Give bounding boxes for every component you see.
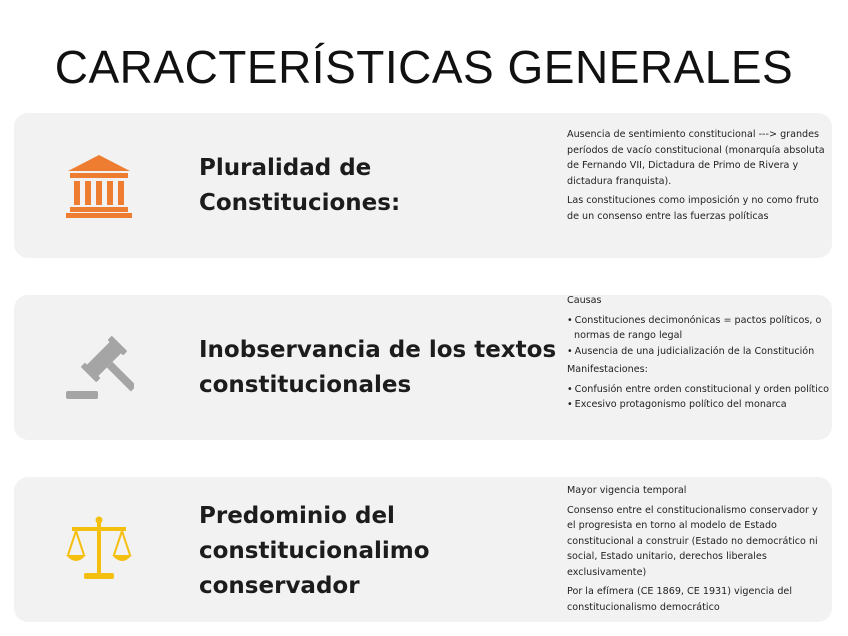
- card-heading: Pluralidad de Constituciones:: [199, 155, 401, 216]
- causas-list: [567, 313, 829, 360]
- scales-icon: [64, 515, 134, 585]
- card-description: Ausencia de sentimiento constitucional ---> grandes períodos de vacío constitucional (monarquía absoluta de Fernando VII, Dictadura de Primo de Rivera y dictadura franquista). Las constituciones como imposición y no como fruto de un consenso entre las fuerzas políticas: [567, 129, 825, 222]
- manifestaciones-list: [567, 382, 829, 413]
- card-heading: Inobservancia de los textos constitucionales: [199, 337, 557, 398]
- page-title: CARACTERÍSTICAS GENERALES: [54, 41, 794, 93]
- card-heading: Predominio del constitucionalimo conservador: [199, 503, 430, 599]
- bank-building-icon: [64, 151, 134, 221]
- card-description: Causas • Constituciones decimonónicas = pactos políticos, o normas de rango legal • Ausencia de una judicialización de la Constitución Manifestaciones: • Confusión entre orden constitucional y orden político • Excesivo protagonismo político del monarca: [567, 293, 829, 416]
- card-pluralidad: [14, 113, 832, 258]
- list-item: • Ausencia de una judicialización de la Constitución: [567, 344, 829, 360]
- card-description: Mayor vigencia temporal Consenso entre el constitucionalismo conservador y el progresista en torno al modelo de Estado constitucional a construir (Estado no democrático ni social, Estado unitario, derechos liberales exclusivamente) Por la efímera (CE 1869, CE 1931) vigencia del constitucionalismo democrático: [567, 485, 818, 613]
- list-item: • Excesivo protagonismo político del monarca: [567, 397, 829, 413]
- list-item: • Confusión entre orden constitucional y orden político: [567, 382, 829, 398]
- list-item: • Constituciones decimonónicas = pactos políticos, o normas de rango legal: [567, 313, 829, 344]
- card-inobservancia: [14, 295, 832, 440]
- gavel-icon: [64, 333, 134, 403]
- card-predominio: [14, 477, 832, 622]
